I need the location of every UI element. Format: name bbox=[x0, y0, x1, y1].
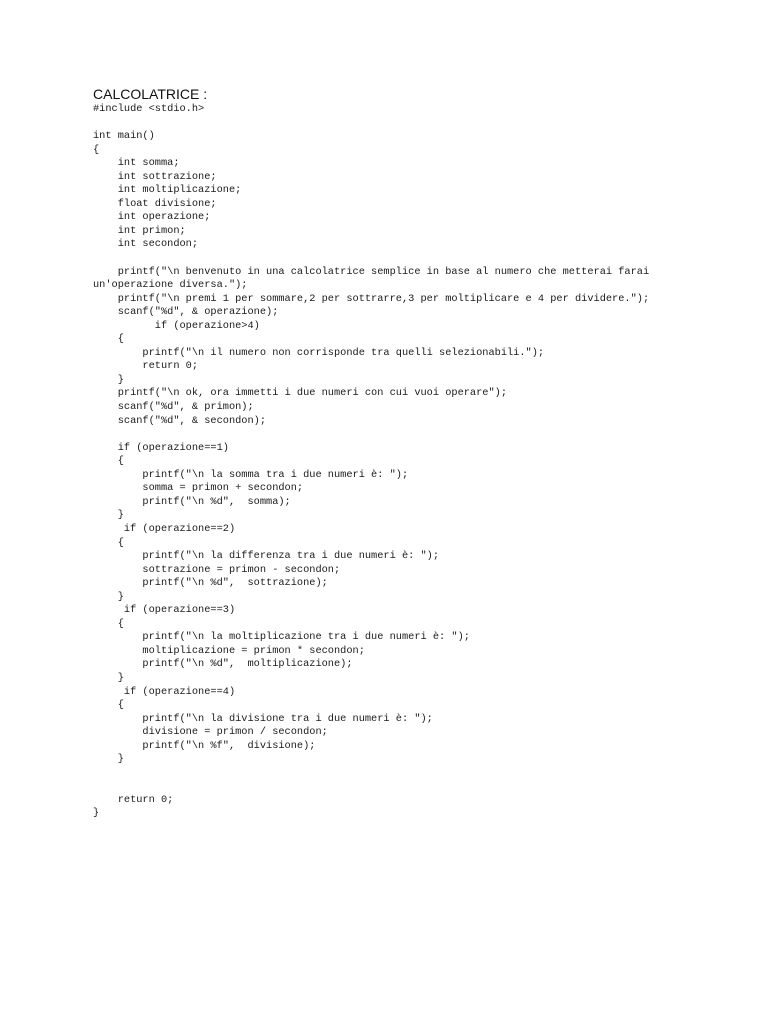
code-line: { bbox=[93, 455, 124, 468]
code-line: printf("\n la moltiplicazione tra i due numeri è: "); bbox=[93, 631, 470, 644]
code-line: if (operazione==3) bbox=[93, 604, 236, 617]
code-line bbox=[93, 117, 753, 131]
code-line: sottrazione = primon - secondon; bbox=[93, 563, 341, 576]
code-line: scanf("%d", & secondon); bbox=[93, 414, 267, 427]
code-line: printf("\n la divisione tra i due numeri è: "); bbox=[93, 712, 433, 725]
code-line: int secondon; bbox=[93, 238, 199, 251]
code-line: printf("\n %d", moltiplicazione); bbox=[93, 658, 353, 671]
code-line: } bbox=[93, 753, 124, 766]
code-line: { bbox=[93, 143, 100, 156]
code-line: printf("\n la somma tra i due numeri è: "); bbox=[93, 468, 409, 481]
code-line: int operazione; bbox=[93, 211, 211, 224]
code-line: #include <stdio.h> bbox=[93, 103, 205, 115]
code-line: somma = primon + secondon; bbox=[93, 482, 304, 495]
code-line: return 0; bbox=[93, 360, 199, 373]
code-line: } bbox=[93, 590, 124, 603]
code-line: printf("\n benvenuto in una calcolatrice semplice in base al numero che metterai farai bbox=[93, 265, 650, 278]
code-line: divisione = primon / secondon; bbox=[93, 726, 328, 739]
code-line: { bbox=[93, 699, 124, 712]
code-line: scanf("%d", & primon); bbox=[93, 401, 254, 414]
code-line: float divisione; bbox=[93, 197, 217, 210]
code-line: return 0; bbox=[93, 793, 174, 806]
code-line: int moltiplicazione; bbox=[93, 184, 242, 197]
code-line: { bbox=[93, 617, 124, 630]
code-line: } bbox=[93, 807, 100, 820]
code-line: if (operazione==1) bbox=[93, 441, 229, 454]
code-line: } bbox=[93, 671, 124, 684]
code-line: scanf("%d", & operazione); bbox=[93, 306, 279, 319]
code-line: printf("\n il numero non corrisponde tra quelli selezionabili."); bbox=[93, 346, 545, 359]
code-line: printf("\n %f", divisione); bbox=[93, 739, 316, 752]
code-line: { bbox=[93, 333, 124, 346]
code-line: printf("\n premi 1 per sommare,2 per sottrarre,3 per moltiplicare e 4 per dividere."); bbox=[93, 292, 650, 305]
code-line: printf("\n la differenza tra i due numeri è: "); bbox=[93, 550, 440, 563]
code-line bbox=[93, 767, 753, 781]
code-line bbox=[93, 780, 753, 794]
code-line: int primon; bbox=[93, 224, 186, 237]
code-line: if (operazione==4) bbox=[93, 685, 236, 698]
code-line: moltiplicazione = primon * secondon; bbox=[93, 644, 365, 657]
code-line: printf("\n %d", sottrazione); bbox=[93, 577, 328, 590]
code-line: int main() bbox=[93, 130, 155, 143]
code-line: int somma; bbox=[93, 157, 180, 170]
code-line: if (operazione==2) bbox=[93, 522, 236, 535]
code-line: printf("\n %d", somma); bbox=[93, 495, 291, 508]
code-listing bbox=[93, 103, 753, 821]
document-title: CALCOLATRICE : bbox=[93, 86, 208, 102]
code-line: { bbox=[93, 536, 124, 549]
code-line: un'operazione diversa."); bbox=[93, 279, 248, 292]
code-line: printf("\n ok, ora immetti i due numeri con cui vuoi operare"); bbox=[93, 387, 508, 400]
code-line: } bbox=[93, 509, 124, 522]
code-line bbox=[93, 252, 753, 266]
code-line: int sottrazione; bbox=[93, 170, 217, 183]
code-line: } bbox=[93, 373, 124, 386]
code-line bbox=[93, 428, 753, 442]
code-line: if (operazione>4) bbox=[93, 319, 260, 332]
